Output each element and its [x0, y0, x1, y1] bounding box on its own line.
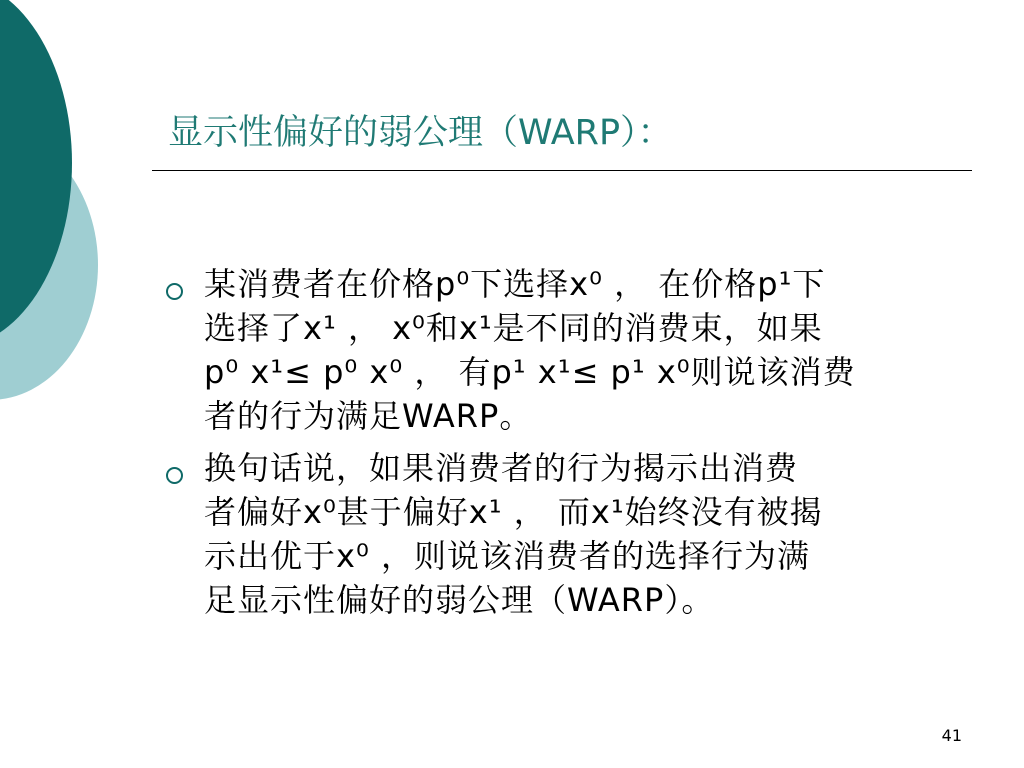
- bullet-line: 示出优于x⁰ ，则说该消费者的选择行为满: [204, 537, 810, 575]
- bullet-line: 选择了x¹ ， x⁰和x¹是不同的消费束，如果: [204, 309, 823, 347]
- bullet-line: 者偏好x⁰甚于偏好x¹ ， 而x¹始终没有被揭: [204, 493, 823, 531]
- bullet-list: [160, 262, 970, 630]
- bullet-line: 者的行为满足WARP。: [204, 397, 533, 435]
- slide-title: 显示性偏好的弱公理（WARP）：: [168, 113, 673, 153]
- bullet-line: 换句话说，如果消费者的行为揭示出消费: [204, 449, 799, 487]
- bullet-line: p⁰ x¹≤ p⁰ x⁰ ， 有p¹ x¹≤ p¹ x⁰则说该消费: [204, 353, 856, 391]
- bullet-line: 足显示性偏好的弱公理（WARP）。: [204, 581, 715, 619]
- bullet-circle-icon: [166, 283, 183, 300]
- page-number: 41: [941, 726, 962, 745]
- bullet-item: [160, 446, 970, 622]
- bullet-circle-icon: [166, 467, 183, 484]
- bullet-item: [160, 262, 970, 438]
- bullet-line: 某消费者在价格p⁰下选择x⁰ ， 在价格p¹下: [204, 265, 826, 303]
- title-divider: [152, 170, 972, 171]
